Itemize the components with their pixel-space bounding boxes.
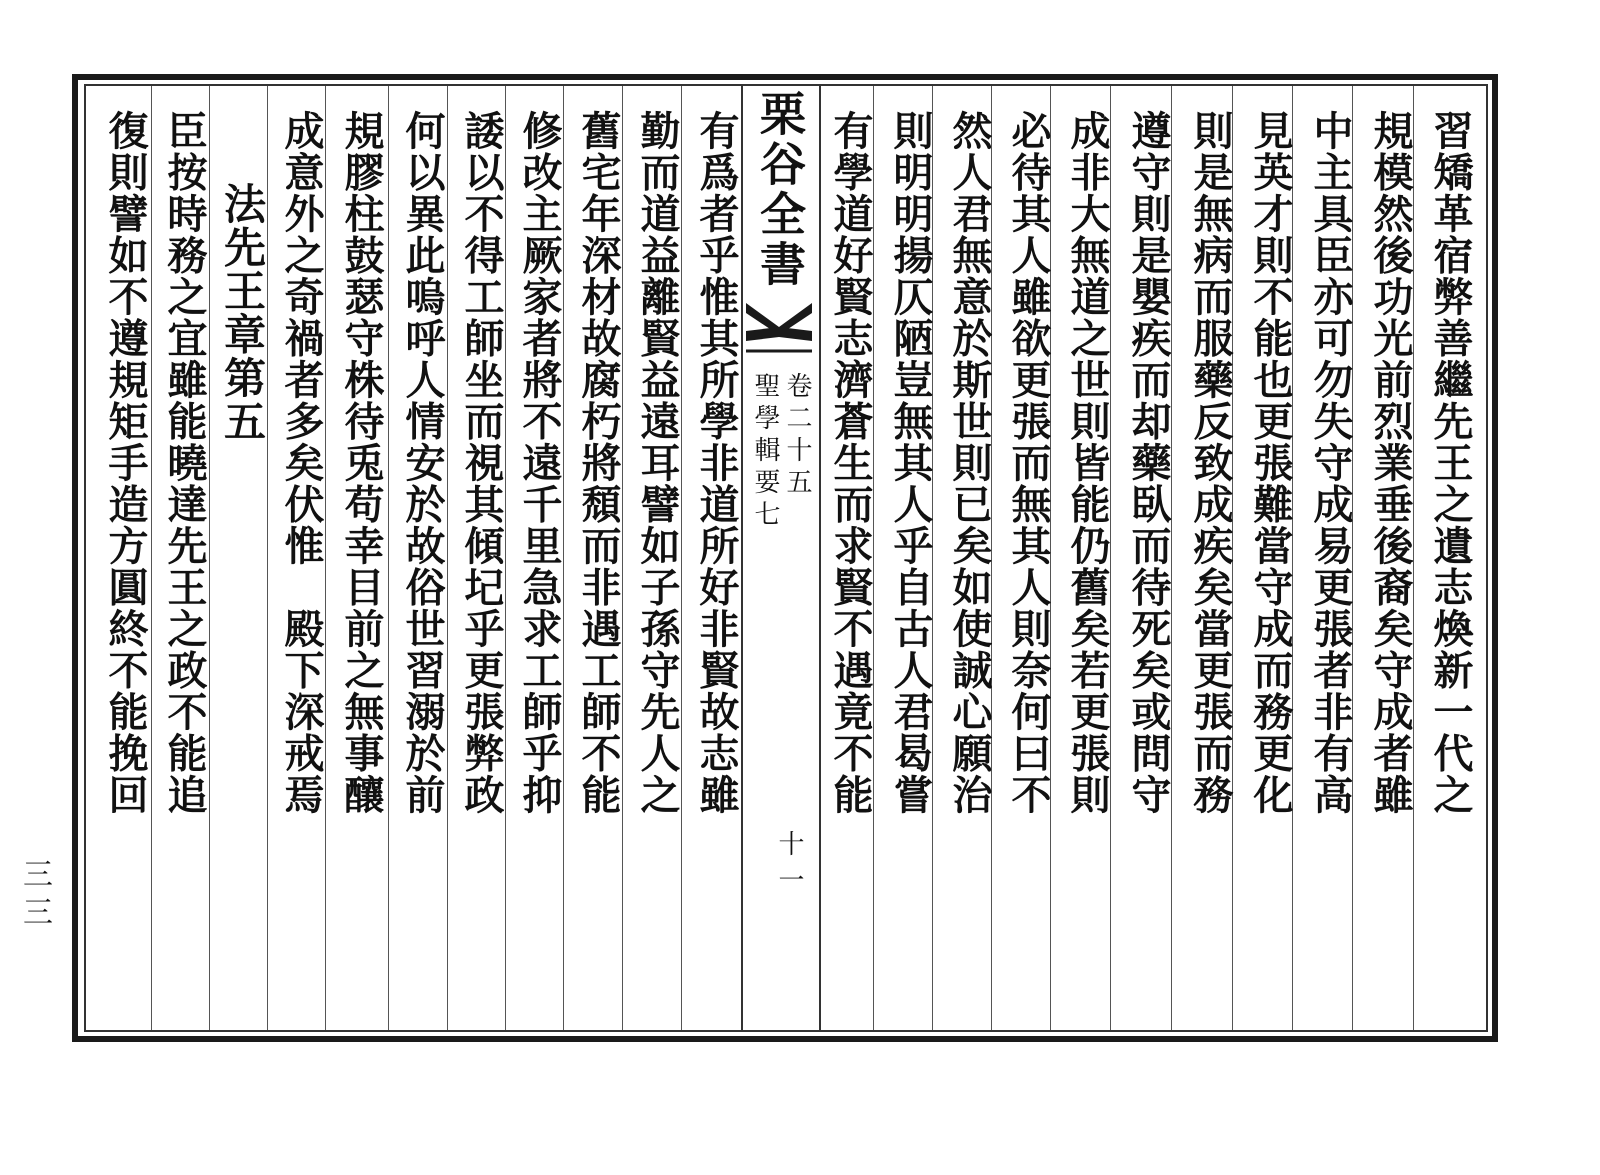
text-column: 復則譬如不遵規矩手造方圓終不能挽回 bbox=[102, 110, 149, 816]
text-column: 舊宅年深材故腐朽將頹而非遇工師不能 bbox=[575, 110, 622, 816]
text-column: 中主具臣亦可勿失守成易更張者非有高 bbox=[1307, 110, 1354, 816]
section-title: 聖學輯要七 bbox=[750, 372, 780, 532]
center-page-number: 十一 bbox=[774, 830, 804, 902]
text-column: 見英才則不能也更張難當守成而務更化 bbox=[1247, 110, 1294, 816]
text-column: 規模然後功光前烈業垂後裔矣守成者雖 bbox=[1367, 110, 1414, 816]
column-rule bbox=[151, 86, 152, 1030]
book-title: 栗谷全書 bbox=[753, 90, 807, 290]
text-column: 有爲者乎惟其所學非道所好非賢故志雖 bbox=[693, 110, 740, 816]
text-column: 諉以不得工師坐而視其傾圮乎更張弊政 bbox=[458, 110, 505, 816]
outer-page-number: 三三 bbox=[17, 858, 52, 934]
text-column: 則明明揚仄陋豈無其人乎自古人君曷嘗 bbox=[887, 110, 934, 816]
fish-tail-ornament bbox=[744, 297, 814, 357]
volume-number: 卷二十五 bbox=[782, 372, 812, 500]
chapter-heading: 法先王章第五 bbox=[218, 182, 267, 443]
text-column: 有學道好賢志濟蒼生而求賢不遇竟不能 bbox=[827, 110, 874, 816]
text-column: 何以異此嗚呼人情安於故俗世習溺於前 bbox=[399, 110, 446, 816]
text-column: 規膠柱鼓瑟守株待兎苟幸目前之無事釀 bbox=[338, 110, 385, 816]
text-column: 遵守則是嬰疾而却藥臥而待死矣或問守 bbox=[1125, 110, 1172, 816]
text-column: 修改主厥家者將不遠千里急求工師乎抑 bbox=[516, 110, 563, 816]
text-column: 成非大無道之世則皆能仍舊矣若更張則 bbox=[1064, 110, 1111, 816]
text-column: 勤而道益離賢益遠耳譬如子孫守先人之 bbox=[634, 110, 681, 816]
text-column: 則是無病而服藥反致成疾矣當更張而務 bbox=[1187, 110, 1234, 816]
text-column: 習矯革宿弊善繼先王之遺志煥新一代之 bbox=[1427, 110, 1474, 816]
text-column: 成意外之奇禍者多矣伏惟 殿下深戒焉 bbox=[278, 110, 325, 816]
text-column: 然人君無意於斯世則已矣如使誠心願治 bbox=[946, 110, 993, 816]
text-column: 必待其人雖欲更張而無其人則奈何曰不 bbox=[1005, 110, 1052, 816]
column-rule bbox=[388, 86, 389, 1030]
text-column: 臣按時務之宜雖能曉達先王之政不能追 bbox=[161, 110, 208, 816]
